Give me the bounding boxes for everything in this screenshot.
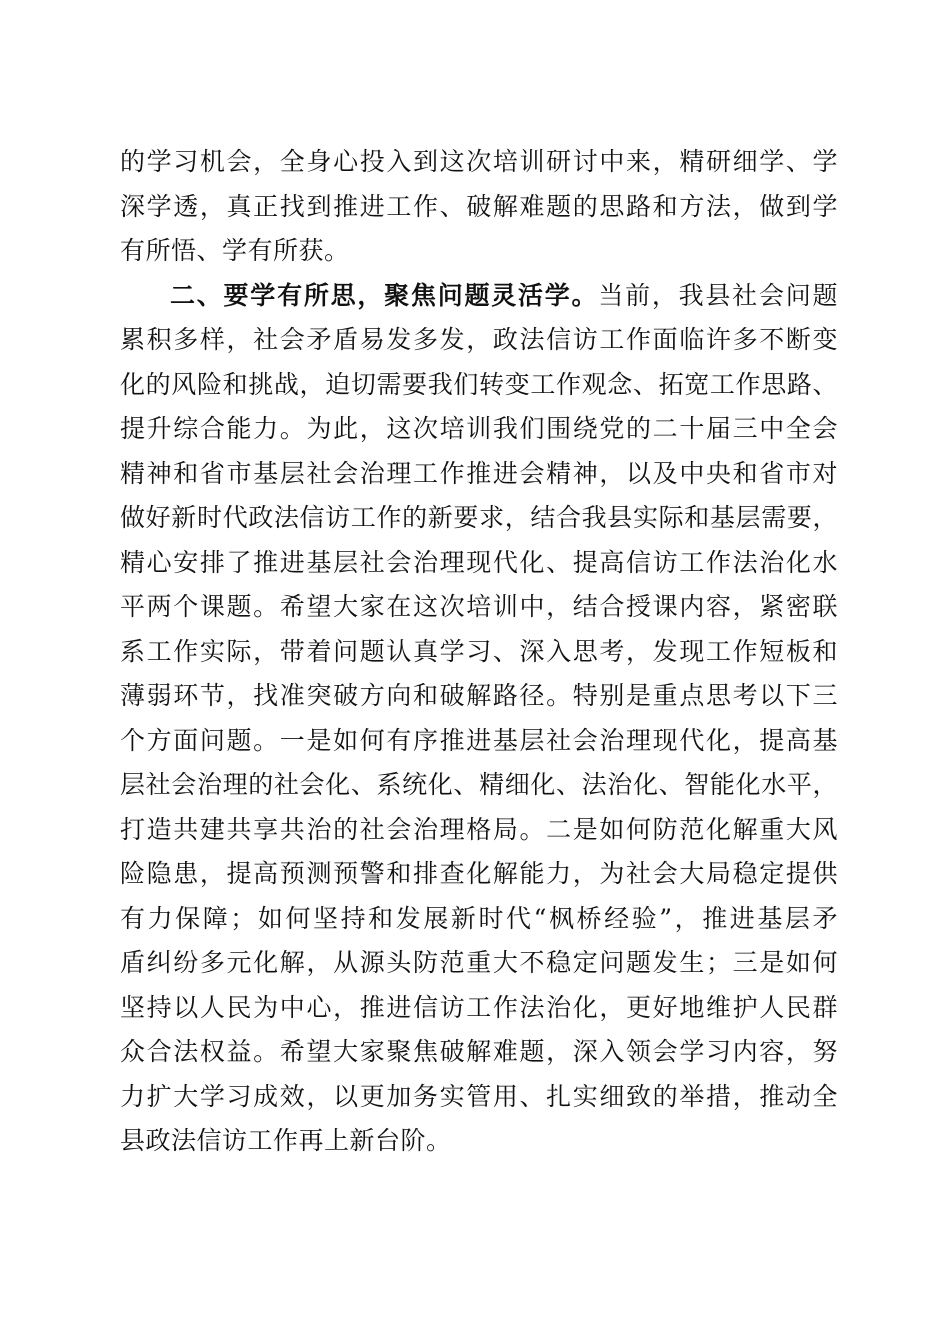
text-line: 做好新时代政法信访工作的新要求，结合我县实际和基层需要，: [120, 503, 838, 532]
paragraph-2: [120, 274, 838, 1164]
text-line: 累积多样，社会矛盾易发多发，政法信访工作面临许多不断变: [120, 325, 838, 354]
text-line: 有力保障；如何坚持和发展新时代“枫桥经验”，推进基层矛: [120, 903, 838, 933]
text-line: 提升综合能力。为此，这次培训我们围绕党的二十届三中全会: [120, 414, 838, 443]
text-line: 坚持以人民为中心，推进信访工作法治化，更好地维护人民群: [120, 992, 838, 1022]
text-line: 化的风险和挑战，迫切需要我们转变工作观念、拓宽工作思路、: [120, 369, 838, 399]
text-segment: 当前，我县社会问题: [598, 280, 838, 310]
text-line: 系工作实际，带着问题认真学习、深入思考，发现工作短板和: [120, 636, 838, 666]
section-heading: 二、要学有所思，聚焦问题灵活学。: [170, 280, 599, 310]
text-line: 精神和省市基层社会治理工作推进会精神，以及中央和省市对: [120, 458, 838, 488]
text-line: 薄弱环节，找准突破方向和破解路径。特别是重点思考以下三: [120, 681, 838, 710]
paragraph-1: [120, 140, 838, 274]
text-line: 险隐患，提高预测预警和排查化解能力，为社会大局稳定提供: [120, 859, 838, 888]
text-line: 众合法权益。希望大家聚焦破解难题，深入领会学习内容，努: [120, 1037, 838, 1066]
text-line: 的学习机会，全身心投入到这次培训研讨中来，精研细学、学: [120, 147, 838, 176]
document-body: [120, 140, 838, 1164]
paragraph-first-line: [120, 274, 838, 319]
text-line: 盾纠纷多元化解，从源头防范重大不稳定问题发生；三是如何: [120, 948, 838, 977]
text-line: 平两个课题。希望大家在这次培训中，结合授课内容，紧密联: [120, 592, 838, 621]
text-line: 打造共建共享共治的社会治理格局。二是如何防范化解重大风: [120, 814, 838, 844]
text-line: 层社会治理的社会化、系统化、精细化、法治化、智能化水平，: [120, 770, 838, 799]
text-line: 深学透，真正找到推进工作、破解难题的思路和方法，做到学: [120, 191, 838, 221]
text-line: 力扩大学习成效，以更加务实管用、扎实细致的举措，推动全: [120, 1081, 838, 1111]
text-line: 精心安排了推进基层社会治理现代化、提高信访工作法治化水: [120, 547, 838, 577]
text-line: 县政法信访工作再上新台阶。: [120, 1126, 452, 1155]
text-line: 有所悟、学有所获。: [120, 236, 350, 265]
text-line: 个方面问题。一是如何有序推进基层社会治理现代化，提高基: [120, 725, 838, 755]
